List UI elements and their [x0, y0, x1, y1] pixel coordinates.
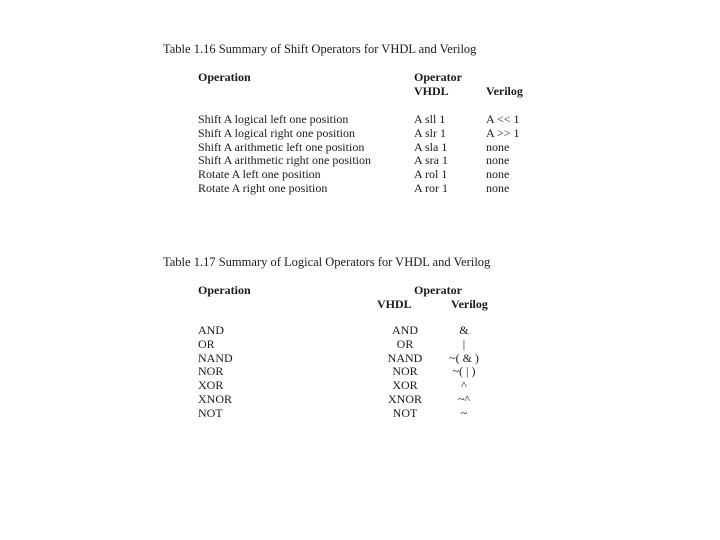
table2-header-verilog: Verilog: [451, 297, 488, 311]
table1-row-operation: Shift A logical right one position: [198, 125, 355, 140]
table2-row-operation: NOR: [198, 364, 224, 379]
table2-row-vhdl: NOR: [392, 364, 418, 379]
table1-caption: Table 1.16 Summary of Shift Operators for VHDL and Verilog: [163, 42, 477, 56]
table1-row-verilog: none: [486, 139, 510, 154]
table2-row-operation: AND: [198, 323, 224, 337]
table1-row-vhdl: A ror 1: [414, 181, 448, 195]
table1-header-operator: Operator: [414, 70, 462, 84]
table1-row-vhdl: A sll 1: [414, 112, 446, 126]
table2-row-verilog: ~^: [457, 392, 471, 406]
table1-header-operation: Operation: [198, 70, 251, 84]
table2-row-operation: NAND: [198, 350, 233, 365]
table2-row-verilog: ~( & ): [449, 350, 479, 365]
table2-row-operation: OR: [198, 336, 215, 351]
table2-header-operator: Operator: [414, 283, 462, 297]
table2-header-vhdl: VHDL: [377, 297, 412, 311]
table1-row-operation: Shift A arithmetic left one position: [198, 139, 365, 154]
table2-row-vhdl: XOR: [392, 378, 418, 393]
table1-row-verilog: none: [486, 167, 510, 182]
table1-header-verilog: Verilog: [486, 84, 523, 98]
table1-row-operation: Shift A arithmetic right one position: [198, 153, 371, 168]
table2-row-vhdl: AND: [392, 323, 418, 337]
table2-row-verilog: ~: [460, 405, 468, 420]
table1-row-verilog: none: [486, 181, 510, 195]
table2-row-operation: NOT: [198, 405, 223, 420]
table1-row-operation: Rotate A right one position: [198, 181, 328, 195]
table2-row-operation: XOR: [198, 378, 224, 393]
table1-row-verilog: A << 1: [486, 112, 520, 126]
table2-row-vhdl: NOT: [392, 405, 418, 420]
table2-header-operation: Operation: [198, 283, 251, 297]
table2-row-vhdl: OR: [396, 336, 414, 351]
table2-row-verilog: &: [459, 323, 469, 337]
table1-row-operation: Shift A logical left one position: [198, 112, 349, 126]
table1-row-vhdl: A rol 1: [414, 167, 448, 182]
table2-caption: Table 1.17 Summary of Logical Operators for VHDL and Verilog: [163, 255, 491, 269]
table1-row-vhdl: A sla 1: [414, 139, 448, 154]
table2-row-vhdl: NAND: [387, 350, 423, 365]
table1-row-vhdl: A sra 1: [414, 153, 448, 168]
table2-row-verilog: ~( | ): [452, 364, 476, 379]
table2-row-verilog: ^: [461, 378, 467, 393]
table1-header-vhdl: VHDL: [414, 84, 449, 98]
table2-row-verilog: |: [462, 336, 466, 351]
table1-row-vhdl: A slr 1: [414, 125, 447, 140]
table1-row-operation: Rotate A left one position: [198, 167, 321, 182]
table2-row-operation: XNOR: [198, 392, 233, 406]
table1-row-verilog: none: [486, 153, 510, 168]
table1-row-verilog: A >> 1: [486, 125, 520, 140]
table2-row-vhdl: XNOR: [387, 392, 422, 406]
